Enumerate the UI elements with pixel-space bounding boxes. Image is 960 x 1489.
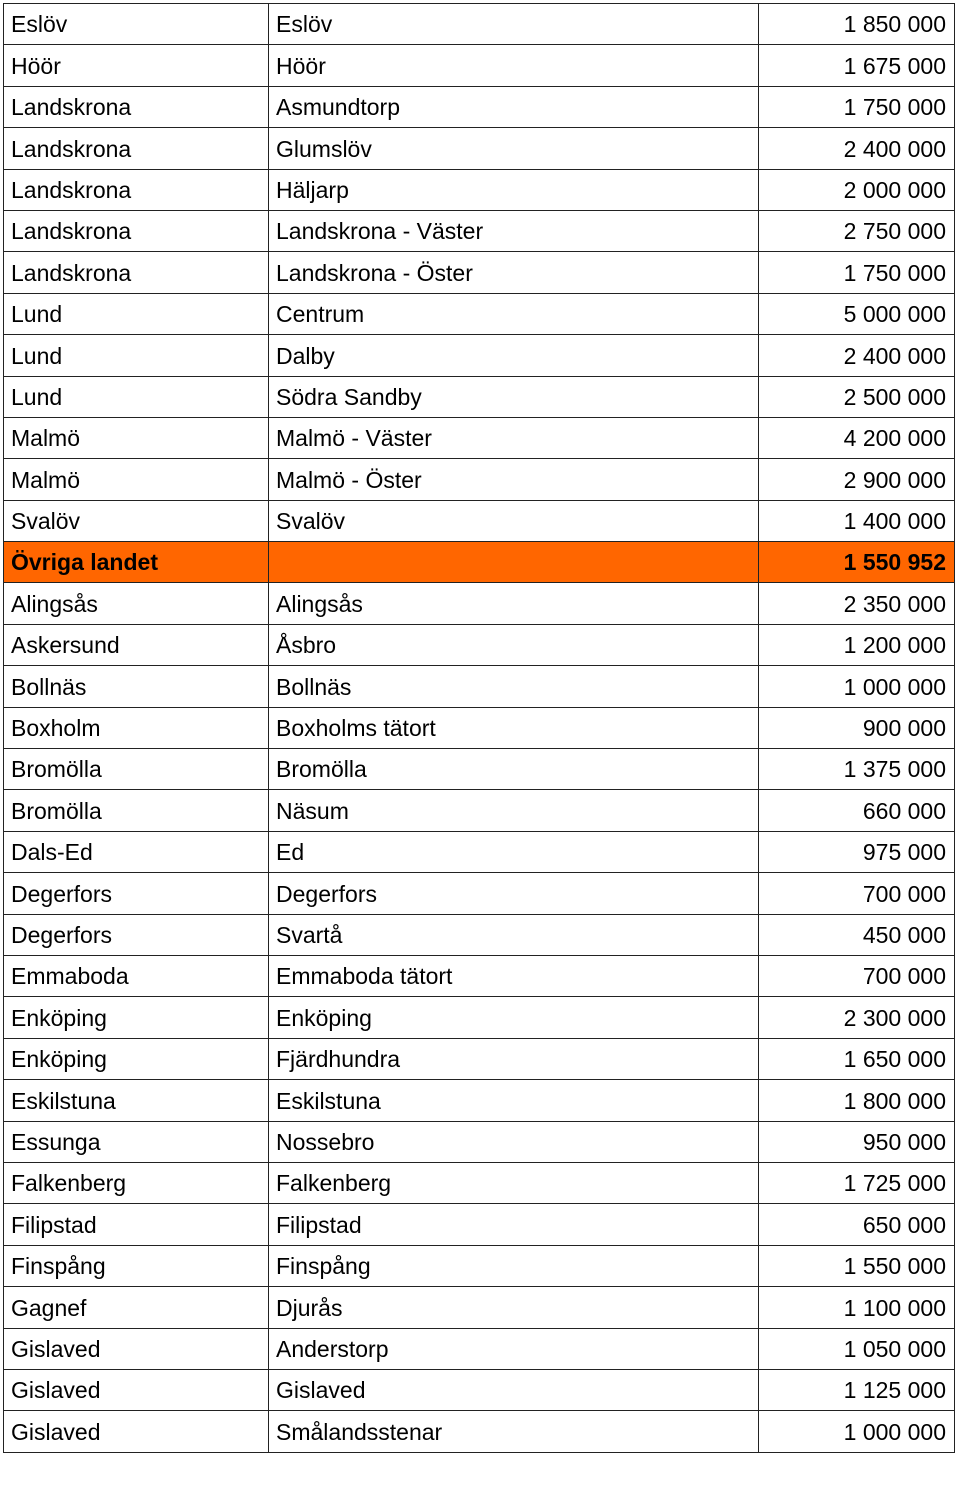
- cell-municipality: Eslöv: [4, 4, 269, 45]
- cell-municipality: Falkenberg: [4, 1162, 269, 1203]
- cell-locality: Malmö - Öster: [269, 459, 759, 500]
- cell-locality: Näsum: [269, 790, 759, 831]
- cell-locality: Bromölla: [269, 749, 759, 790]
- table-row-highlight: [4, 542, 955, 583]
- table-row: [4, 335, 955, 376]
- cell-price: 2 750 000: [759, 210, 955, 251]
- table-row: [4, 417, 955, 458]
- cell-price: 4 200 000: [759, 417, 955, 458]
- table-row: [4, 707, 955, 748]
- cell-locality: Eslöv: [269, 4, 759, 45]
- cell-municipality: Höör: [4, 45, 269, 86]
- cell-price: 1 125 000: [759, 1369, 955, 1410]
- cell-locality: Bollnäs: [269, 666, 759, 707]
- cell-price: 2 400 000: [759, 128, 955, 169]
- table-row: [4, 45, 955, 86]
- cell-locality: Malmö - Väster: [269, 417, 759, 458]
- cell-municipality: Lund: [4, 335, 269, 376]
- cell-municipality: Boxholm: [4, 707, 269, 748]
- cell-price: 5 000 000: [759, 293, 955, 334]
- table-row: [4, 86, 955, 127]
- cell-price: 650 000: [759, 1204, 955, 1245]
- cell-price: 1 050 000: [759, 1328, 955, 1369]
- cell-price: 1 750 000: [759, 252, 955, 293]
- cell-locality: Gislaved: [269, 1369, 759, 1410]
- cell-locality: Eskilstuna: [269, 1080, 759, 1121]
- cell-municipality: Filipstad: [4, 1204, 269, 1245]
- cell-locality: Dalby: [269, 335, 759, 376]
- cell-municipality: Svalöv: [4, 500, 269, 541]
- cell-municipality: Bollnäs: [4, 666, 269, 707]
- cell-price: 660 000: [759, 790, 955, 831]
- table-row: [4, 169, 955, 210]
- cell-price: 1 400 000: [759, 500, 955, 541]
- table-row: [4, 1411, 955, 1452]
- cell-price: 1 675 000: [759, 45, 955, 86]
- cell-municipality: Lund: [4, 293, 269, 334]
- cell-municipality: Övriga landet: [4, 542, 269, 583]
- cell-locality: Falkenberg: [269, 1162, 759, 1203]
- cell-price: 700 000: [759, 873, 955, 914]
- cell-price: 1 550 000: [759, 1245, 955, 1286]
- cell-locality: Centrum: [269, 293, 759, 334]
- cell-price: 950 000: [759, 1121, 955, 1162]
- table-row: [4, 1287, 955, 1328]
- table-row: [4, 293, 955, 334]
- table-row: [4, 583, 955, 624]
- cell-locality: Asmundtorp: [269, 86, 759, 127]
- cell-price: 2 350 000: [759, 583, 955, 624]
- table-row: [4, 1245, 955, 1286]
- table-row: [4, 1080, 955, 1121]
- cell-municipality: Enköping: [4, 997, 269, 1038]
- cell-locality: Södra Sandby: [269, 376, 759, 417]
- table-row: [4, 1121, 955, 1162]
- cell-price: 1 850 000: [759, 4, 955, 45]
- cell-price: 1 750 000: [759, 86, 955, 127]
- cell-locality: Emmaboda tätort: [269, 955, 759, 996]
- table-row: [4, 997, 955, 1038]
- table-row: [4, 128, 955, 169]
- cell-locality: Nossebro: [269, 1121, 759, 1162]
- cell-municipality: Enköping: [4, 1038, 269, 1079]
- table-row: [4, 4, 955, 45]
- cell-municipality: Degerfors: [4, 914, 269, 955]
- cell-municipality: Landskrona: [4, 86, 269, 127]
- cell-price: 450 000: [759, 914, 955, 955]
- table-row: [4, 790, 955, 831]
- cell-municipality: Gislaved: [4, 1328, 269, 1369]
- cell-locality: Landskrona - Öster: [269, 252, 759, 293]
- cell-price: 2 500 000: [759, 376, 955, 417]
- cell-municipality: Landskrona: [4, 210, 269, 251]
- cell-price: 1 800 000: [759, 1080, 955, 1121]
- cell-locality: Landskrona - Väster: [269, 210, 759, 251]
- table-row: [4, 831, 955, 872]
- cell-locality: Svartå: [269, 914, 759, 955]
- cell-locality: [269, 542, 759, 583]
- cell-municipality: Landskrona: [4, 252, 269, 293]
- cell-municipality: Landskrona: [4, 169, 269, 210]
- cell-municipality: Gagnef: [4, 1287, 269, 1328]
- cell-price: 1 100 000: [759, 1287, 955, 1328]
- cell-municipality: Emmaboda: [4, 955, 269, 996]
- cell-price: 900 000: [759, 707, 955, 748]
- table-row: [4, 252, 955, 293]
- cell-municipality: Essunga: [4, 1121, 269, 1162]
- cell-municipality: Bromölla: [4, 790, 269, 831]
- cell-municipality: Dals-Ed: [4, 831, 269, 872]
- cell-price: 975 000: [759, 831, 955, 872]
- cell-locality: Glumslöv: [269, 128, 759, 169]
- cell-municipality: Askersund: [4, 624, 269, 665]
- cell-locality: Boxholms tätort: [269, 707, 759, 748]
- cell-price: 2 000 000: [759, 169, 955, 210]
- cell-municipality: Eskilstuna: [4, 1080, 269, 1121]
- cell-municipality: Malmö: [4, 417, 269, 458]
- table-row: [4, 1328, 955, 1369]
- cell-locality: Enköping: [269, 997, 759, 1038]
- cell-price: 1 550 952: [759, 542, 955, 583]
- table-row: [4, 210, 955, 251]
- cell-locality: Fjärdhundra: [269, 1038, 759, 1079]
- table-row: [4, 1038, 955, 1079]
- cell-municipality: Landskrona: [4, 128, 269, 169]
- price-table: [3, 3, 955, 1453]
- cell-price: 2 300 000: [759, 997, 955, 1038]
- table-row: [4, 914, 955, 955]
- cell-locality: Filipstad: [269, 1204, 759, 1245]
- cell-price: 2 400 000: [759, 335, 955, 376]
- cell-locality: Smålandsstenar: [269, 1411, 759, 1452]
- cell-locality: Djurås: [269, 1287, 759, 1328]
- cell-municipality: Finspång: [4, 1245, 269, 1286]
- table-row: [4, 1204, 955, 1245]
- table-row: [4, 749, 955, 790]
- price-table-body: [4, 4, 955, 1453]
- cell-price: 1 200 000: [759, 624, 955, 665]
- cell-price: 1 725 000: [759, 1162, 955, 1203]
- cell-municipality: Gislaved: [4, 1411, 269, 1452]
- cell-price: 1 000 000: [759, 1411, 955, 1452]
- cell-locality: Åsbro: [269, 624, 759, 665]
- cell-municipality: Malmö: [4, 459, 269, 500]
- table-row: [4, 376, 955, 417]
- table-row: [4, 666, 955, 707]
- cell-locality: Degerfors: [269, 873, 759, 914]
- cell-locality: Finspång: [269, 1245, 759, 1286]
- cell-locality: Ed: [269, 831, 759, 872]
- cell-municipality: Bromölla: [4, 749, 269, 790]
- table-row: [4, 500, 955, 541]
- cell-locality: Anderstorp: [269, 1328, 759, 1369]
- table-row: [4, 624, 955, 665]
- cell-municipality: Gislaved: [4, 1369, 269, 1410]
- cell-municipality: Lund: [4, 376, 269, 417]
- cell-locality: Höör: [269, 45, 759, 86]
- table-row: [4, 955, 955, 996]
- cell-price: 700 000: [759, 955, 955, 996]
- cell-municipality: Alingsås: [4, 583, 269, 624]
- table-row: [4, 1369, 955, 1410]
- cell-locality: Svalöv: [269, 500, 759, 541]
- table-row: [4, 873, 955, 914]
- cell-municipality: Degerfors: [4, 873, 269, 914]
- cell-price: 1 375 000: [759, 749, 955, 790]
- cell-price: 2 900 000: [759, 459, 955, 500]
- table-row: [4, 459, 955, 500]
- cell-price: 1 650 000: [759, 1038, 955, 1079]
- cell-price: 1 000 000: [759, 666, 955, 707]
- cell-locality: Alingsås: [269, 583, 759, 624]
- cell-locality: Häljarp: [269, 169, 759, 210]
- table-row: [4, 1162, 955, 1203]
